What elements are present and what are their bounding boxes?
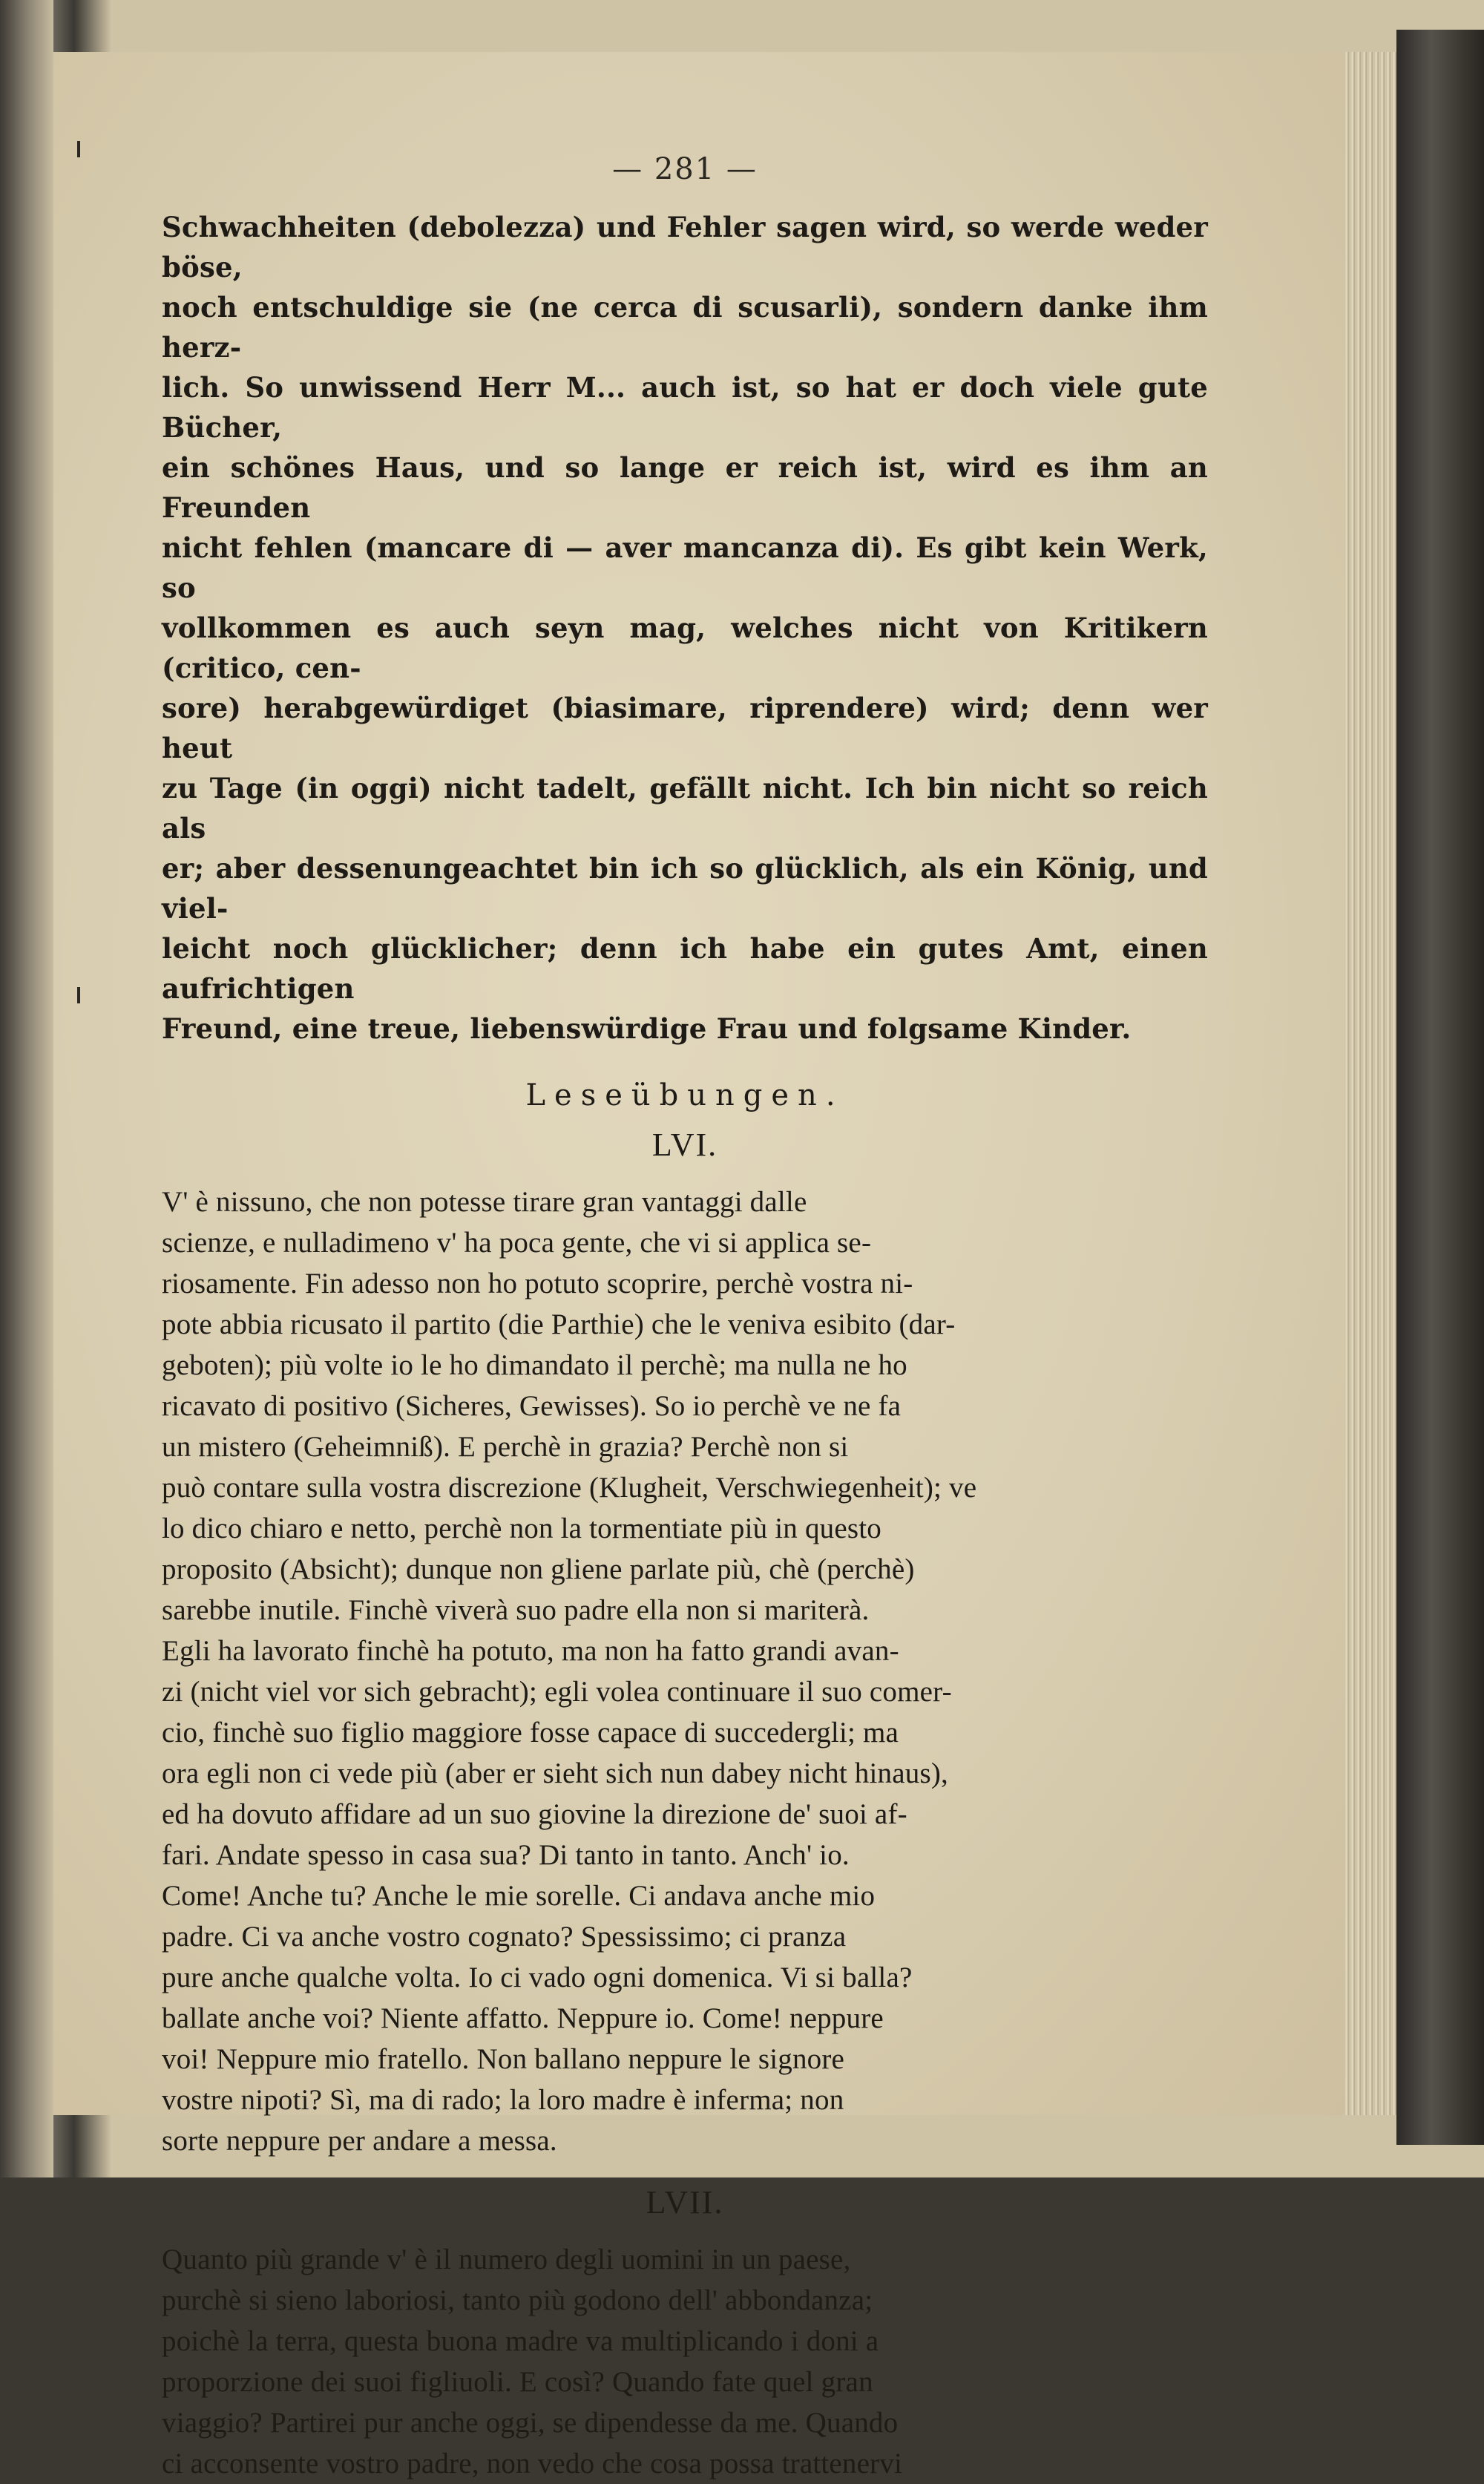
book-cover-edge — [1396, 30, 1484, 2145]
exercise-number-lvi: LVI. — [651, 1127, 718, 1163]
margin-tick — [77, 141, 80, 157]
margin-tick — [77, 987, 80, 1003]
facing-page-edge — [0, 0, 53, 2177]
page-content — [162, 152, 1208, 2484]
exercise-lvi-text: V' è nissuno, che non potesse tirare gran vantaggi dalle scienze, e nulladimeno v' ha poca gente, che vi si applica se- riosamente. Fin adesso non ho potuto scoprire, perchè vostra ni- pote abbia ricusato il partito (die Parthie) che le veniva esibito (dar- geboten); più volte io le ho dimandato il perchè; ma nulla ne ho ricavato di positivo (Sicheres, Gewisses). So io perchè ve ne fa un mistero (Geheimniß). E perchè in grazia? Perchè non si può contare sulla vostra discrezione (Klugheit, Verschwiegenheit); ve lo dico chiaro e netto, perchè non la tormentiate più in questo proposito (Absicht); dunque non gliene parlate più, chè (perchè) sarebbe inutile. Finchè viverà suo padre ella non si mariterà. Egli ha lavorato finchè ha potuto, ma non ha fatto grandi avan- zi (nicht viel vor sich gebracht); egli volea continuare il suo comer- cio, finchè suo figlio maggiore fosse capace di succedergli; ma ora egli non ci vede più (aber er sieht sich nun dabey nicht hinaus), ed ha dovuto affidare ad un suo giovine la direzione de' suoi af- fari. Andate spesso in casa sua? Di tanto in tanto. Anch' io. Come! Anche tu? Anche le mie sorelle. Ci andava anche mio padre. Ci va anche vostro cognato? Spessissimo; ci pranza pure anche qualche volta. Io ci vado ogni domenica. Vi si balla? ballate anche voi? Niente affatto. Neppure io. Come! neppure voi! Neppure mio fratello. Non ballano neppure le signore vostre nipoti? Sì, ma di rado; la loro madre è inferma; non sorte neppure per andare a messa. — [162, 1186, 977, 2157]
german-paragraph: Schwachheiten (debolezza) und Fehler sagen wird, so werde weder böse, noch entschuldige sie (ne cerca di scusarli), sondern danke ihm herz- lich. So unwissend Herr M... auch ist, so hat er doch viele gute Bücher, ein schönes Haus, und so lange er reich ist, wird es ihm an Freunden nicht fehlen (mancare di — aver mancanza di). Es gibt kein Werk, so vollkommen es auch seyn mag, welches nicht von Kritikern (critico, cen- sore) herabgewürdiget (biasimare, riprendere) wird; denn wer heut zu Tage (in oggi) nicht tadelt, gefällt nicht. Ich bin nicht so reich als er; aber dessenungeachtet bin ich so glücklich, als ein König, und viel- leicht noch glücklicher; denn ich habe ein gutes Amt, einen aufrichtigen Freund, eine treue, liebenswürdige Frau und folgsame Kinder. — [162, 211, 1208, 1045]
page-stack-edges — [1345, 52, 1396, 2115]
page-number-header: — 281 — — [612, 152, 758, 186]
section-heading: Leseübungen. — [525, 1078, 844, 1112]
exercise-lvii-text: Quanto più grande v' è il numero degli uomini in un paese, purchè si sieno laboriosi, tanto più godono dell' abbondanza; poichè la terra, questa buona madre va multiplicando i doni a proporzione dei suoi figliuoli. E così? Quando fate quel gran viaggio? Partirei pur anche oggi, se dipendesse da me. Quando ci acconsente vostro padre, non vedo che cosa possa trattenervi — [162, 2244, 903, 2480]
exercise-number-lvii: LVII. — [646, 2184, 724, 2221]
